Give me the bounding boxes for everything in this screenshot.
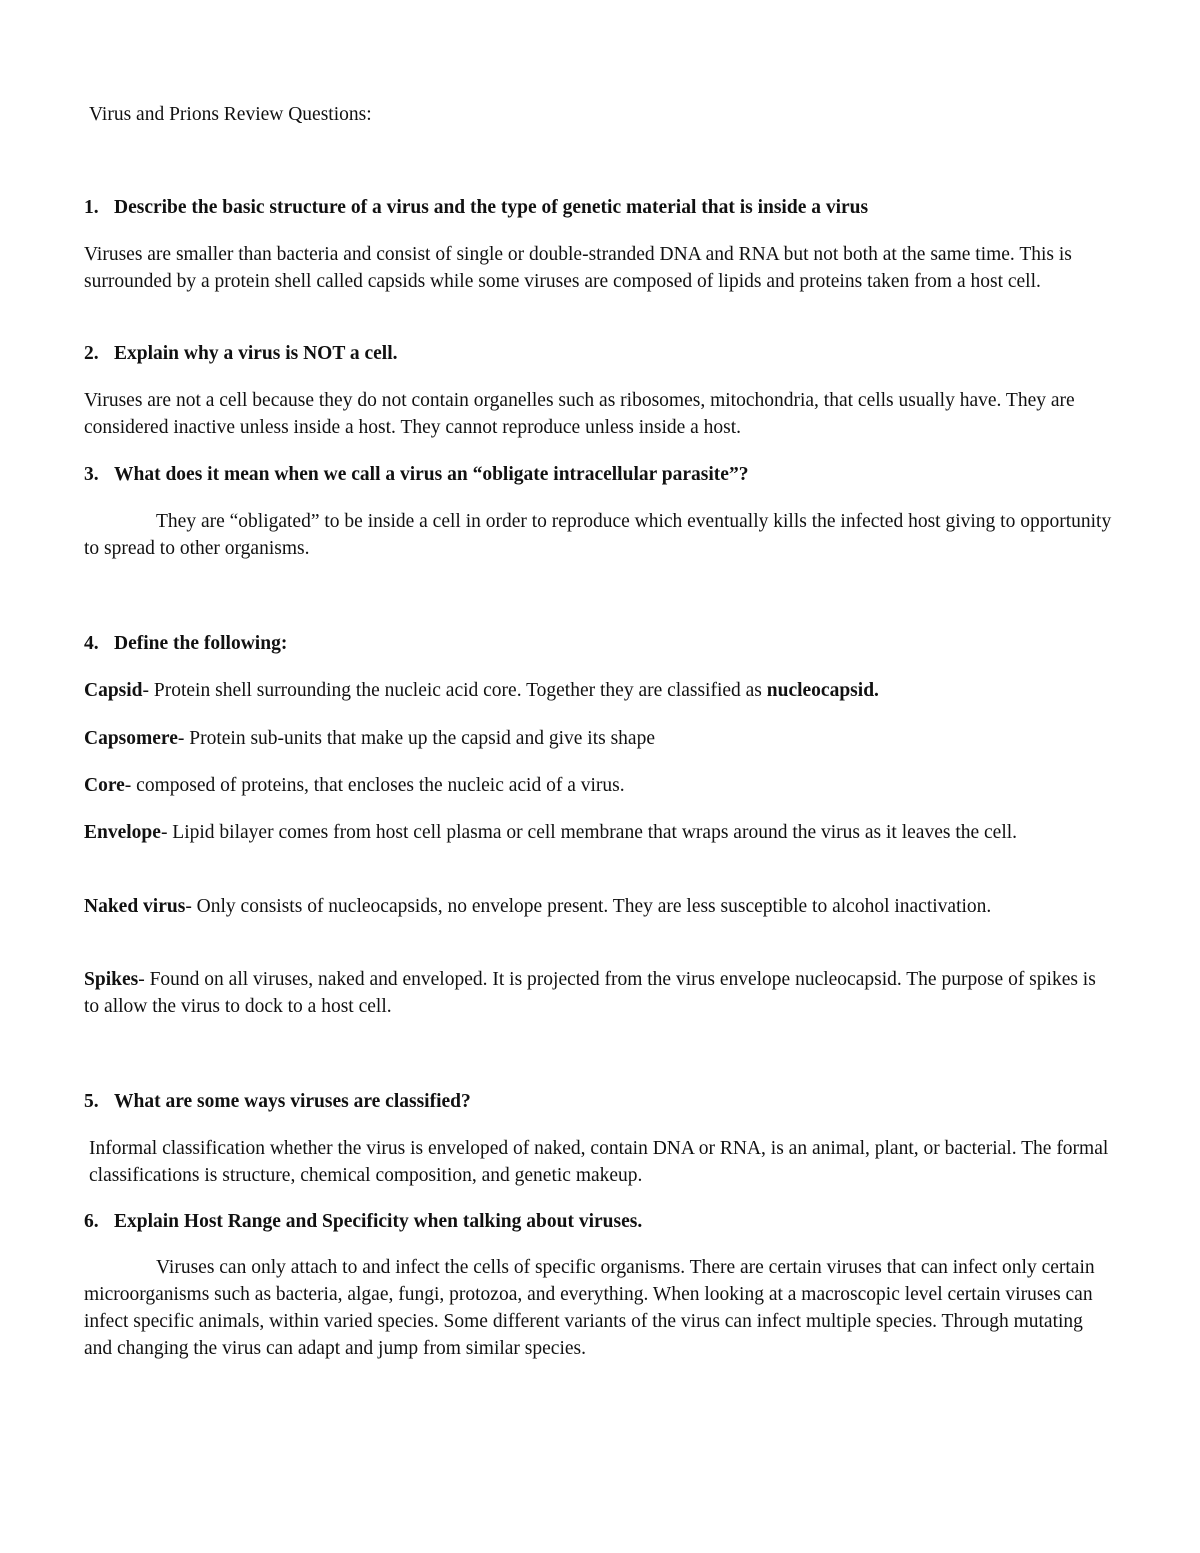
question-6-number: 6. [84, 1211, 99, 1232]
definition-emphasis: nucleocapsid. [766, 680, 879, 701]
definition-capsid [84, 677, 1114, 704]
definition-term: Capsid [84, 680, 143, 701]
answer-1: Viruses are smaller than bacteria and consist of single or double-stranded DNA and RNA but not both at the same time. This is surrounded by a protein shell called capsids while some viruses are composed of lipids and proteins taken from a host cell. [84, 244, 1072, 292]
definition-term: Naked virus [84, 896, 186, 917]
definition-text: - Protein shell surrounding the nucleic acid core. Together they are classified as [142, 680, 767, 701]
answer-3: They are “obligated” to be inside a cell in order to reproduce which eventually kills the infected host giving to opportunity to spread to other organisms. [84, 511, 1112, 559]
question-2-text: Explain why a virus is NOT a cell. [114, 343, 398, 364]
definition-text: - Lipid bilayer comes from host cell plasma or cell membrane that wraps around the virus as it leaves the cell. [160, 822, 1018, 843]
question-4 [84, 630, 1124, 657]
question-1-text: Describe the basic structure of a virus and the type of genetic material that is inside a virus [114, 197, 869, 218]
definition-capsomere [84, 725, 1114, 752]
question-5-text: What are some ways viruses are classified? [114, 1091, 471, 1112]
question-1 [84, 194, 1124, 221]
question-2-number: 2. [84, 343, 99, 364]
definition-text: - Only consists of nucleocapsids, no envelope present. They are less susceptible to alcohol inactivation. [185, 896, 992, 917]
definition-envelope [84, 819, 1114, 846]
question-2 [84, 340, 1124, 367]
definition-spikes [84, 966, 1114, 1020]
definition-text: - Protein sub-units that make up the capsid and give its shape [177, 728, 655, 749]
answer-6: Viruses can only attach to and infect the cells of specific organisms. There are certain viruses that can infect only certain microorganisms such as bacteria, algae, fungi, protozoa, and everything. When looking at a macroscopic level certain viruses can infect specific animals, within varied species. Some different variants of the virus can infect multiple species. Through mutating and changing the virus can adapt and jump from similar species. [84, 1257, 1095, 1359]
answer-5: Informal classification whether the virus is enveloped of naked, contain DNA or RNA, is an animal, plant, or bacterial. The formal classifications is structure, chemical composition, and genetic makeup. [89, 1138, 1109, 1186]
question-3-text: What does it mean when we call a virus an “obligate intracellular parasite”? [114, 464, 749, 485]
definition-term: Capsomere [84, 728, 178, 749]
question-6-text: Explain Host Range and Specificity when talking about viruses. [114, 1211, 643, 1232]
answer-2: Viruses are not a cell because they do not contain organelles such as ribosomes, mitochondria, that cells usually have. They are considered inactive unless inside a host. They cannot reproduce unless inside a host. [84, 390, 1075, 438]
question-5-number: 5. [84, 1091, 99, 1112]
definition-naked-virus [84, 893, 1114, 920]
definition-core [84, 772, 1114, 799]
question-4-text: Define the following: [114, 633, 288, 654]
definition-text: - composed of proteins, that encloses the nucleic acid of a virus. [124, 775, 625, 796]
question-4-number: 4. [84, 633, 99, 654]
document-title: Virus and Prions Review Questions: [89, 104, 372, 125]
question-6 [84, 1208, 1124, 1235]
definition-term: Core [84, 775, 125, 796]
definition-text: - Found on all viruses, naked and enveloped. It is projected from the virus envelope nucleocapsid. The purpose of spikes is to allow the virus to dock to a host cell. [84, 969, 1096, 1017]
definition-term: Envelope [84, 822, 161, 843]
question-3 [84, 461, 1124, 488]
question-3-number: 3. [84, 464, 99, 485]
question-1-number: 1. [84, 197, 99, 218]
definition-term: Spikes [84, 969, 139, 990]
question-5 [84, 1088, 1124, 1115]
